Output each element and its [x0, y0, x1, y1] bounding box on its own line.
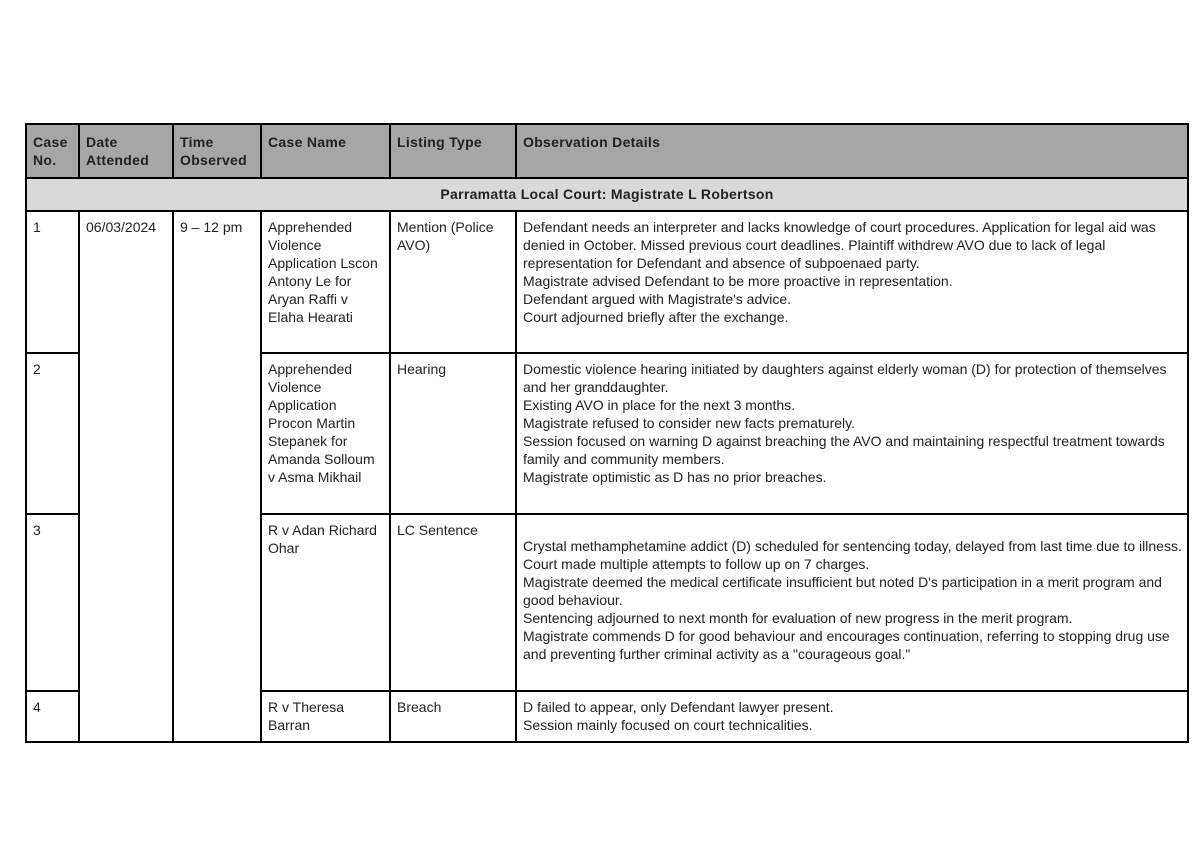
detail-line: Defendant needs an interpreter and lacks knowledge of court procedures. Application for legal aid was denied in October. Missed previous court deadlines. Plaintiff withdrew AVO due to lack of legal representation for Defendant and absence of subpoenaed party.: [523, 219, 1156, 271]
case-name-cell: R v Theresa Barran: [261, 691, 390, 742]
detail-line: Existing AVO in place for the next 3 months.: [523, 397, 796, 413]
header-case-no: Case No.: [26, 124, 79, 178]
section-row: [26, 178, 1188, 211]
detail-line: Magistrate advised Defendant to be more proactive in representation.: [523, 273, 953, 289]
case-no-cell: 4: [26, 691, 79, 742]
detail-line: Session mainly focused on court technicalities.: [523, 717, 813, 733]
listing-type-cell: Breach: [390, 691, 516, 742]
header-listing-type: Listing Type: [390, 124, 516, 178]
observation-table: [25, 123, 1189, 743]
listing-type-cell: Hearing: [390, 353, 516, 514]
detail-line: Court adjourned briefly after the exchange.: [523, 309, 789, 325]
case-name-cell: R v Adan Richard Ohar: [261, 514, 390, 691]
case-name-cell: Apprehended Violence Application Lscon Antony Le for Aryan Raffi v Elaha Hearati: [261, 211, 390, 353]
detail-line: D failed to appear, only Defendant lawyer present.: [523, 699, 834, 715]
detail-line: Magistrate refused to consider new facts prematurely.: [523, 415, 856, 431]
case-no-cell: 2: [26, 353, 79, 514]
date-attended-cell: 06/03/2024: [79, 211, 173, 742]
observation-details-cell: [516, 691, 1188, 742]
case-no-cell: 1: [26, 211, 79, 353]
case-name-cell: Apprehended Violence Application Procon Martin Stepanek for Amanda Solloum v Asma Mikhail: [261, 353, 390, 514]
listing-type-cell: LC Sentence: [390, 514, 516, 691]
header-date-attended: Date Attended: [79, 124, 173, 178]
detail-line: Court made multiple attempts to follow up on 7 charges.: [523, 556, 870, 572]
header-row: [26, 124, 1188, 178]
table-row: [26, 211, 1188, 353]
detail-line: Defendant argued with Magistrate's advice.: [523, 291, 792, 307]
time-observed-cell: 9 – 12 pm: [173, 211, 261, 742]
detail-line: Magistrate commends D for good behaviour and encourages continuation, referring to stopping drug use and preventing further criminal activity as a "courageous goal.": [523, 628, 1170, 662]
detail-line: Crystal methamphetamine addict (D) scheduled for sentencing today, delayed from last time due to illness.: [523, 538, 1182, 554]
observation-details-cell: [516, 353, 1188, 514]
detail-line: Magistrate optimistic as D has no prior breaches.: [523, 469, 827, 485]
detail-line: Sentencing adjourned to next month for evaluation of new progress in the merit program.: [523, 610, 1073, 626]
listing-type-cell: Mention (Police AVO): [390, 211, 516, 353]
detail-line: Session focused on warning D against breaching the AVO and maintaining respectful treatment towards family and community members.: [523, 433, 1165, 467]
header-time-observed: Time Observed: [173, 124, 261, 178]
header-case-name: Case Name: [261, 124, 390, 178]
case-no-cell: 3: [26, 514, 79, 691]
section-title: Parramatta Local Court: Magistrate L Robertson: [26, 178, 1188, 211]
observation-details-cell: [516, 514, 1188, 691]
observation-details-cell: [516, 211, 1188, 353]
header-observation-details: Observation Details: [516, 124, 1188, 178]
detail-line: Magistrate deemed the medical certificate insufficient but noted D's participation in a merit program and good behaviour.: [523, 574, 1162, 608]
detail-line: Domestic violence hearing initiated by daughters against elderly woman (D) for protection of themselves and her granddaughter.: [523, 361, 1167, 395]
